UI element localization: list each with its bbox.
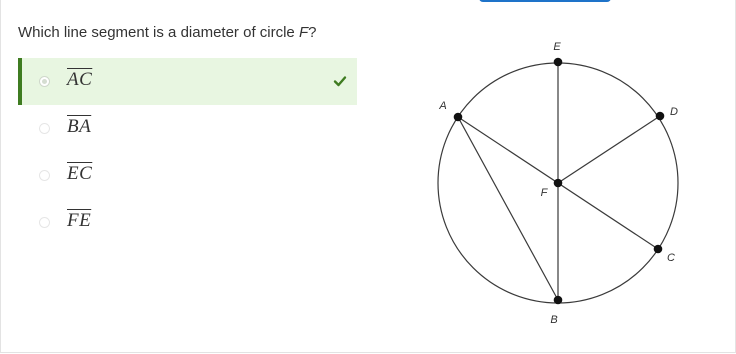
- option-label: $\overline{AC}$: [67, 69, 93, 90]
- answer-option-ba[interactable]: [18, 105, 357, 152]
- option-label: $\overline{BA}$: [67, 116, 92, 137]
- option-label: $\overline{FE}$: [67, 210, 92, 231]
- point-d: [656, 112, 665, 121]
- label-f: F: [540, 187, 548, 199]
- header-button[interactable]: [479, 0, 611, 2]
- radio-button[interactable]: [39, 217, 50, 228]
- question-prefix: Which line segment is a diameter of circle: [18, 24, 299, 41]
- point-f: [554, 179, 563, 188]
- check-icon: [333, 74, 347, 88]
- radio-button[interactable]: [39, 170, 50, 181]
- radio-button[interactable]: [39, 123, 50, 134]
- point-c: [654, 245, 663, 254]
- label-e: E: [553, 41, 561, 53]
- point-b: [554, 296, 563, 305]
- answer-options: [18, 58, 357, 246]
- question-suffix: ?: [308, 24, 317, 41]
- question-text: [18, 24, 316, 41]
- question-variable: F: [298, 24, 309, 41]
- label-b: B: [550, 314, 558, 326]
- option-label: $\overline{EC}$: [67, 163, 93, 184]
- answer-option-ec[interactable]: [18, 152, 357, 199]
- point-a: [454, 113, 463, 122]
- segment-ab: [458, 117, 558, 300]
- answer-option-ac[interactable]: [18, 58, 357, 105]
- label-a: A: [439, 100, 447, 112]
- answer-option-fe[interactable]: [18, 199, 357, 246]
- label-d: D: [670, 106, 678, 118]
- circle-diagram: [421, 30, 711, 340]
- label-c: C: [667, 252, 675, 264]
- segment-fd: [558, 116, 660, 183]
- radio-button[interactable]: [39, 76, 50, 87]
- point-e: [554, 58, 563, 67]
